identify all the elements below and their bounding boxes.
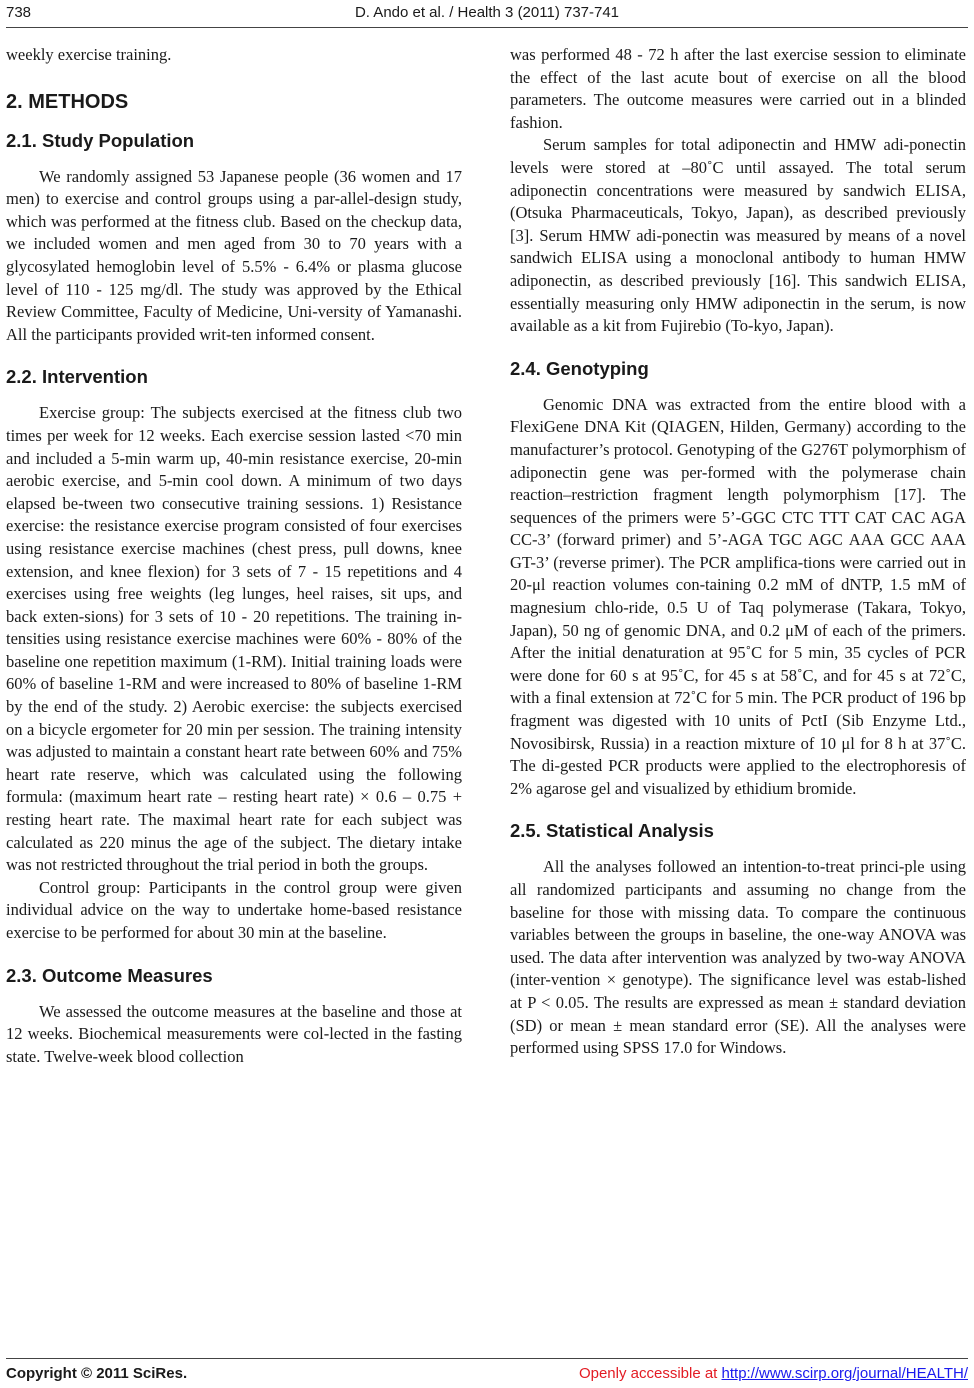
paragraph-control-group: Control group: Participants in the control group were given individual advice on the way to undertake home-based resistance exercise to be performed for about 30 min at the baseline.	[6, 877, 462, 942]
paragraph-outcome-measures: We assessed the outcome measures at the baseline and those at 12 weeks. Biochemical measurements were col-lected in the fasting state. Twelve-week blood collection	[6, 1001, 462, 1066]
left-column	[6, 44, 462, 1068]
right-column	[510, 44, 966, 1060]
paragraph-statistical-analysis: All the analyses followed an intention-to-treat princi-ple using all randomized participants and assuming no change from the baseline for those with missing data. To compare the continuous variables between the groups in baseline, the one-way ANOVA was used. The data after intervention was analyzed by two-way ANOVA (inter-vention × genotype). The significance level was estab-lished at P < 0.05. The results are expressed as mean ± standard deviation (SD) or mean ± mean standard error (SE). All the analyses were performed using SPSS 17.0 for Windows.	[510, 857, 966, 1058]
paragraph-exercise-group: Exercise group: The subjects exercised at the fitness club two times per week for 12 weeks. Each exercise session lasted <70 min and included a 5-min warm up, 40-min resistance exercise, 20-min aerobic exercise, and 5-min cool down. A minimum of two days elapsed be-tween two consecutive training sessions. 1) Resistance exercise: the resistance exercise program consisted of four exercises using resistance exercise machines (chest press, pull downs, knee extension, and knee flexion) for 3 sets of 7 - 15 repetitions and 4 exercises using free weights (leg lunges, heel raises, sit ups, and back exten-sions) for 3 sets of 10 - 20 repetitions. The training in-tensities using resistance exercise machines were 60% - 80% of the baseline one repetition maximum (1-RM). Initial training loads were 60% of baseline 1-RM and were increased to 80% of baseline 1-RM by the end of the study. 2) Aerobic exercise: the subjects exercised on a bicycle ergometer for 20 min per session. The training intensity was adjusted to maintain a constant heart rate between 60% and 75% heart rate reserve, which was calculated using the following formula: (maximum heart rate – resting heart rate) × 0.6 – 0.75 + resting heart rate. The maximal heart rate for each subject was calculated as 220 minus the age of the subject. The dietary intake was not restricted throughout the trial period in both the groups.	[6, 403, 462, 875]
subsection-heading-statistical-analysis: 2.5. Statistical Analysis	[510, 820, 714, 842]
paragraph-genotyping: Genomic DNA was extracted from the entire blood with a FlexiGene DNA Kit (QIAGEN, Hilden, Germany) according to the manufacturer’s protocol. Genotyping of the G276T polymorphism of adiponectin gene was per-formed with the polymerase chain reaction–restriction fragment length polymorphism [17]. The sequences of the primers were 5’-GGC CTC TTT CAT CAC AGA CC-3’ (forward primer) and 5’-AGA TGC AGC AAA GCC AAA GT-3’ (reverse primer). The PCR amplifica-tions were carried out in 20-μl reaction volumes con-taining 0.2 mM of dNTP, 1.5 mM of magnesium chlo-ride, 0.5 U of Taq polymerase (Takara, Tokyo, Japan), 50 ng of genomic DNA, and 0.2 μM of each of the primers. After the initial denaturation at 95˚C for 5 min, 35 cycles of PCR were done for 60 s at 95˚C, for 45 s at 58˚C, and for 45 s at 72˚C, with a final extension at 72˚C for 5 min. The PCR product of 196 bp fragment was digested with 10 units of PctI (Sib Enzyme Ltd., Novosibirsk, Russia) in a reaction mixture of 10 μl for 8 h at 37˚C. The di-gested PCR products were applied to the electrophoresis of 2% agarose gel and visualized by ethidium bromide.	[510, 394, 966, 798]
footer-access	[579, 1365, 968, 1382]
paragraph-serum-samples: Serum samples for total adiponectin and HMW adi-ponectin levels were stored at –80˚C until assayed. The total serum adiponectin concentrations were measured by sandwich ELISA, (Otsuka Pharmaceuticals, Tokyo, Japan), as described previously [3]. Serum HMW adi-ponectin was measured by means of a novel sandwich ELISA using a monoclonal antibody to human HMW adiponectin, as described previously [16]. This sandwich ELISA, essentially measuring only HMW adiponectin in the serum, is now available as a kit from Fujirebio (To-kyo, Japan).	[510, 135, 966, 336]
footer-journal-link[interactable]: http://www.scirp.org/journal/HEALTH/	[721, 1365, 968, 1382]
page-number: 738	[6, 4, 32, 21]
section-heading-methods: 2. METHODS	[6, 90, 129, 113]
subsection-heading-outcome-measures: 2.3. Outcome Measures	[6, 964, 213, 986]
footer-copyright: Copyright © 2011 SciRes.	[6, 1365, 188, 1382]
footer-access-text: Openly accessible at	[578, 1365, 718, 1382]
subsection-heading-study-population: 2.1. Study Population	[6, 129, 195, 151]
subsection-heading-genotyping: 2.4. Genotyping	[510, 357, 649, 379]
paragraph-study-population: We randomly assigned 53 Japanese people (36 women and 17 men) to exercise and control groups using a par-allel-design study, which was performed at the fitness club. Based on the checkup data, we included women and men aged from 30 to 70 years with a glycosylated hemoglobin level of 5.5% - 6.4% or plasma glucose level of 110 - 125 mg/dl. The study was approved by the Ethical Review Committee, Faculty of Medicine, Uni-versity of Yamanashi. All the participants provided writ-ten informed consent.	[6, 166, 462, 344]
paragraph-blood-collection: was performed 48 - 72 h after the last exercise session to eliminate the effect of the last acute bout of exercise on all the blood parameters. The outcome measures were carried out in a blinded fashion.	[510, 45, 966, 132]
footer-rule	[6, 1358, 968, 1359]
subsection-heading-intervention: 2.2. Intervention	[6, 366, 148, 388]
running-title: D. Ando et al. / Health 3 (2011) 737-741	[354, 4, 620, 21]
paragraph-continued: weekly exercise training.	[6, 45, 172, 64]
header-rule	[6, 27, 968, 28]
